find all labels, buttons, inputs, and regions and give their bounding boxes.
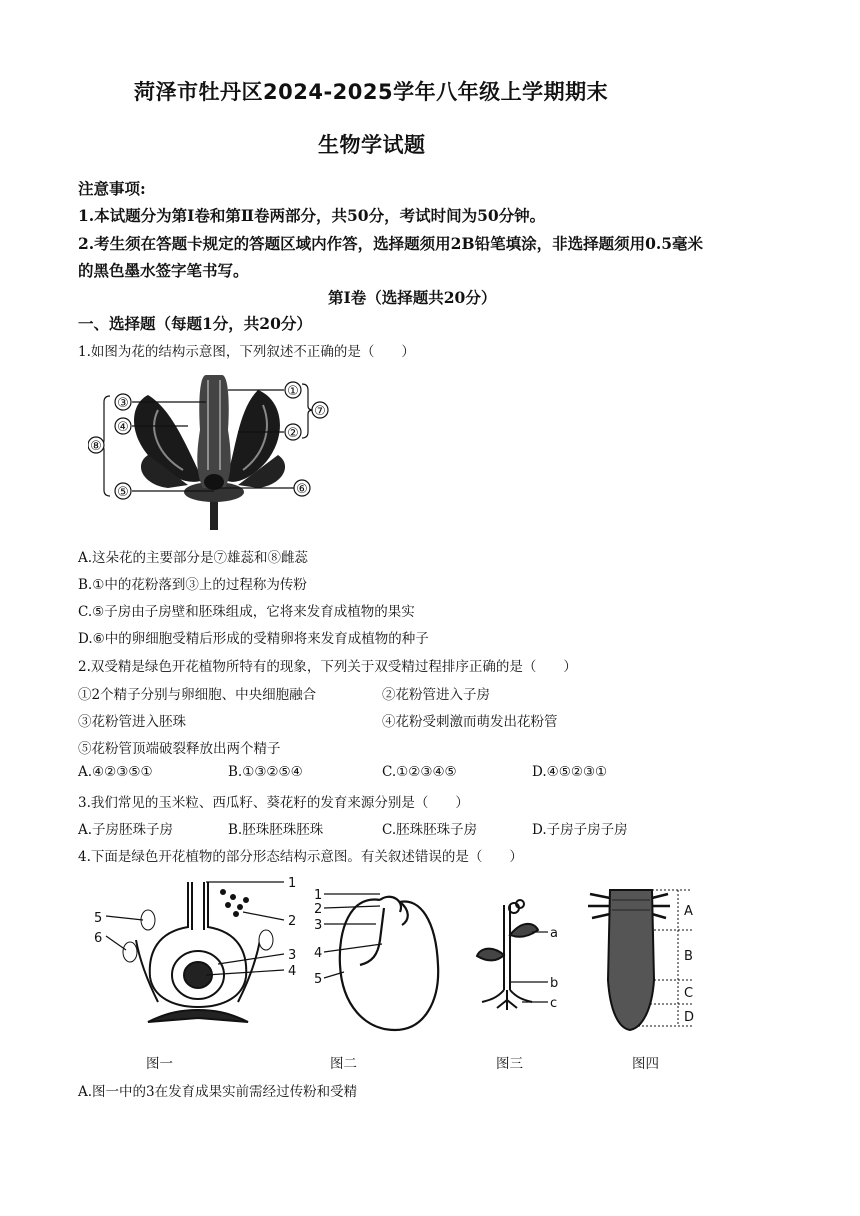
pistil-label-2: 2 (288, 914, 297, 929)
flower-label-3: ③ (117, 396, 129, 411)
q4-option-a: A.图一中的3在发育成果实前需经过传粉和受精 (78, 1084, 358, 1100)
notice-item-2b: 的黑色墨水签字笔书写。 (78, 261, 249, 280)
flower-label-4: ④ (117, 420, 129, 435)
pistil-label-6: 6 (94, 931, 103, 946)
seed-label-3: 3 (314, 918, 323, 933)
notice-item-1: 1.本试题分为第Ⅰ卷和第Ⅱ卷两部分，共50分，考试时间为50分钟。 (78, 206, 546, 225)
seedling-label-b: b (550, 976, 559, 991)
q4-figure-1-pistil (88, 872, 308, 1032)
q2-step-2: ②花粉管进入子房 (382, 687, 490, 703)
flower-label-6: ⑥ (296, 482, 308, 497)
seed-label-5: 5 (314, 972, 323, 987)
seed-drawing (340, 897, 438, 1030)
q2-step-4: ④花粉受刺激而萌发出花粉管 (382, 714, 558, 730)
seedling-label-c: c (550, 996, 558, 1011)
q1-option-b: B.①中的花粉落到③上的过程称为传粉 (78, 577, 307, 593)
q2-option-c: C.①②③④⑤ (382, 764, 457, 780)
caption-figure-1: 图一 (146, 1056, 173, 1072)
root-label-D: D (684, 1010, 695, 1025)
pistil-label-1: 1 (288, 876, 297, 891)
root-tip-drawing (588, 890, 670, 1030)
seed-label-1: 1 (314, 888, 323, 903)
q3-stem: 3.我们常见的玉米粒、西瓜籽、葵花籽的发育来源分别是（ ） (78, 795, 469, 811)
exam-subject-title: 生物学试题 (318, 133, 426, 157)
pistil-label-3: 3 (288, 948, 297, 963)
q2-option-a: A.④②③⑤① (78, 764, 153, 780)
flower-drawing (134, 375, 285, 530)
q4-figure-3-seedling (472, 890, 572, 1030)
q3-option-c: C.胚珠胚珠子房 (382, 822, 478, 838)
flower-label-5: ⑤ (117, 485, 129, 500)
seed-label-2: 2 (314, 902, 323, 917)
seedling-drawing (477, 900, 538, 1010)
q1-flower-figure (88, 370, 338, 535)
q1-option-c: C.⑤子房由子房壁和胚珠组成，它将来发育成植物的果实 (78, 604, 415, 620)
pistil-label-4: 4 (288, 964, 297, 979)
q2-step-3: ③花粉管进入胚珠 (78, 714, 186, 730)
q2-step-1: ①2个精子分别与卵细胞、中央细胞融合 (78, 687, 317, 703)
caption-figure-2: 图二 (330, 1056, 357, 1072)
seed-label-4: 4 (314, 946, 323, 961)
pistil-label-5: 5 (94, 911, 103, 926)
flower-label-2: ② (287, 426, 299, 441)
notice-heading: 注意事项: (78, 179, 146, 198)
q3-option-b: B.胚珠胚珠胚珠 (228, 822, 324, 838)
section-title: 一、选择题（每题1分，共20分） (78, 314, 312, 333)
root-label-C: C (684, 986, 694, 1001)
q1-stem: 1.如图为花的结构示意图，下列叙述不正确的是（ ） (78, 344, 415, 360)
volume-title: 第Ⅰ卷（选择题共20分） (328, 288, 497, 307)
q1-option-a: A.这朵花的主要部分是⑦雄蕊和⑧雌蕊 (78, 550, 309, 566)
q2-option-b: B.①③②⑤④ (228, 764, 303, 780)
q2-option-d: D.④⑤②③① (532, 764, 608, 780)
root-label-B: B (684, 949, 693, 964)
q4-stem: 4.下面是绿色开花植物的部分形态结构示意图。有关叙述错误的是（ ） (78, 849, 523, 865)
root-label-A: A (684, 904, 693, 919)
flower-label-8: ⑧ (90, 439, 102, 454)
caption-figure-4: 图四 (632, 1056, 659, 1072)
q3-option-d: D.子房子房子房 (532, 822, 628, 838)
q2-stem: 2.双受精是绿色开花植物所特有的现象，下列关于双受精过程排序正确的是（ ） (78, 659, 577, 675)
q4-figure-2-seed (310, 880, 450, 1040)
notice-item-2a: 2.考生须在答题卡规定的答题区域内作答，选择题须用2B铅笔填涂，非选择题须用0.5毫米 (78, 234, 704, 253)
seedling-label-a: a (550, 926, 558, 941)
flower-label-7: ⑦ (314, 404, 326, 419)
q3-option-a: A.子房胚珠子房 (78, 822, 174, 838)
exam-title: 菏泽市牡丹区2024-2025学年八年级上学期期末 (134, 80, 609, 104)
flower-label-1: ① (287, 384, 299, 399)
q1-option-d: D.⑥中的卵细胞受精后形成的受精卵将来发育成植物的种子 (78, 631, 429, 647)
q4-figure-4-root-tip (582, 880, 712, 1035)
q2-step-5: ⑤花粉管顶端破裂释放出两个精子 (78, 741, 281, 757)
caption-figure-3: 图三 (496, 1056, 523, 1072)
pistil-drawing (136, 882, 260, 1022)
